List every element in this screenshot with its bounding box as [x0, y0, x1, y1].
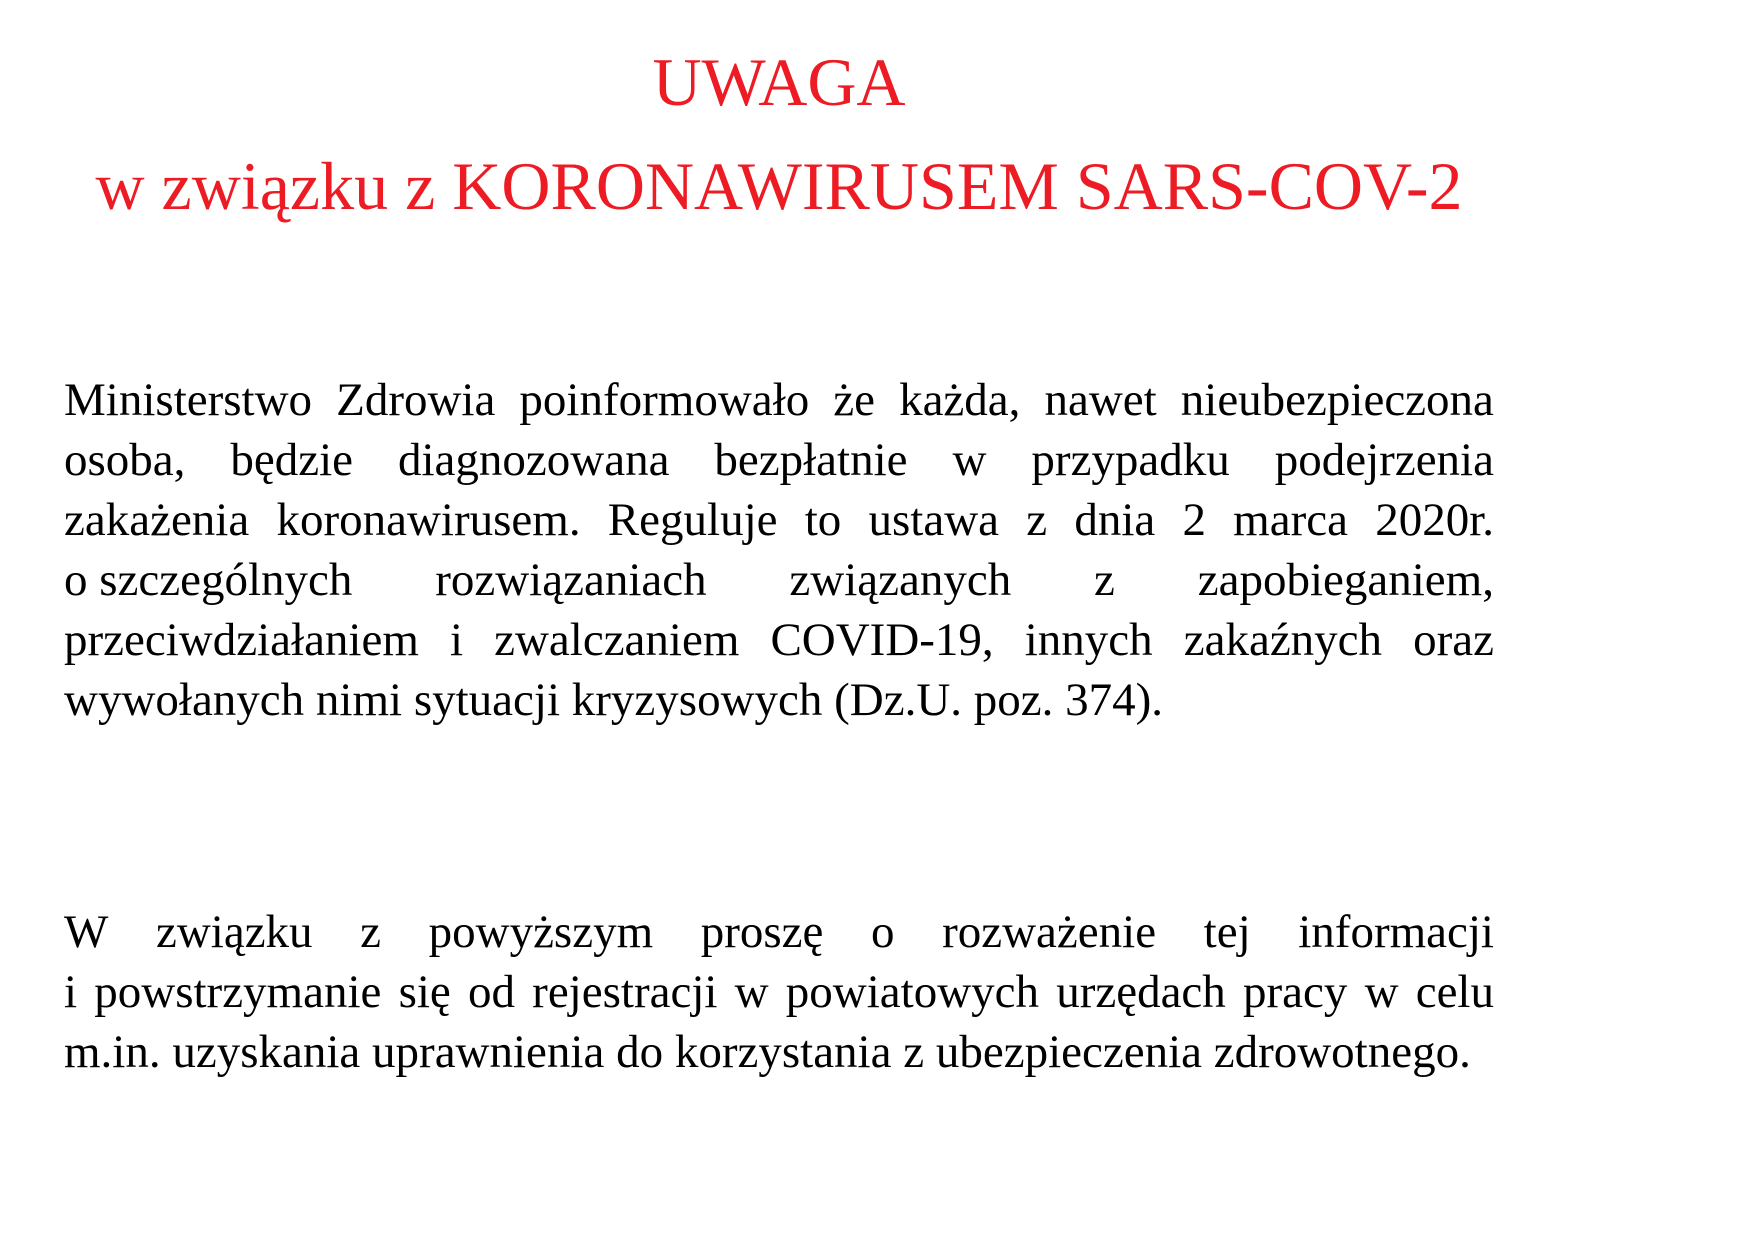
word: przypadku [1031, 434, 1230, 486]
word: Reguluje [607, 494, 778, 546]
word: związku [155, 906, 313, 958]
word: będzie [230, 434, 354, 486]
paragraph-line [64, 610, 1494, 670]
paragraph-last-line: m.in. uzyskania uprawnienia do korzystania z ubezpieczenia zdrowotnego. [64, 1026, 1471, 1078]
paragraph-last-line: wywołanych nimi sytuacji kryzysowych (Dz.U. poz. 374). [64, 674, 1164, 726]
word: z [1026, 494, 1048, 546]
paragraph-line [64, 490, 1494, 550]
paragraph-line [64, 370, 1494, 430]
paragraph-line [64, 430, 1494, 490]
word: koronawirusem. [276, 494, 581, 546]
word: rejestracji [532, 966, 718, 1018]
word: marca [1233, 494, 1348, 546]
notice-paragraph-1 [64, 370, 1494, 730]
word: 2020r. [1375, 494, 1494, 546]
word: celu [1415, 966, 1494, 1018]
word: innych [1024, 614, 1153, 666]
word: W [64, 906, 109, 958]
paragraph-line [64, 550, 1494, 610]
word: tej [1203, 906, 1251, 958]
word: bezpłatnie [714, 434, 908, 486]
word: pracy [1243, 966, 1348, 1018]
notice-heading-line-2: w związku z KORONAWIRUSEM SARS-COV-2 [95, 148, 1463, 224]
word: nawet [1044, 374, 1157, 426]
word: powiatowych [785, 966, 1040, 1018]
word: oraz [1413, 614, 1494, 666]
notice-paragraph-2 [64, 902, 1494, 1082]
word: w [734, 966, 769, 1018]
word: rozwiązaniach [435, 554, 707, 606]
word: osoba, [64, 434, 186, 486]
word: zwalczaniem [494, 614, 740, 666]
notice-heading-line-1: UWAGA [652, 44, 906, 120]
word: ustawa [868, 494, 999, 546]
word: Ministerstwo [64, 374, 313, 426]
word: od [467, 966, 515, 1018]
paragraph-line [64, 962, 1494, 1022]
word: o [871, 906, 895, 958]
word: informacji [1298, 906, 1494, 958]
word: z [360, 906, 382, 958]
word: COVID-19, [770, 614, 994, 666]
word: każda, [899, 374, 1021, 426]
word: zapobieganiem, [1197, 554, 1494, 606]
word: powyższym [428, 906, 654, 958]
word: powstrzymanie [94, 966, 382, 1018]
word: diagnozowana [397, 434, 670, 486]
word: rozważenie [942, 906, 1157, 958]
word: poinformowało [519, 374, 810, 426]
word: przeciwdziałaniem [64, 614, 419, 666]
word: z [1094, 554, 1115, 606]
word: o szczególnych [64, 554, 353, 606]
word: urzędach [1056, 966, 1226, 1018]
word: to [804, 494, 842, 546]
word: podejrzenia [1274, 434, 1494, 486]
paragraph-line [64, 902, 1494, 962]
word: że [833, 374, 875, 426]
word: zakaźnych [1183, 614, 1383, 666]
word: proszę [700, 906, 824, 958]
word: 2 [1182, 494, 1206, 546]
word: zakażenia [64, 494, 250, 546]
word: i [64, 966, 78, 1018]
word: nieubezpieczona [1180, 374, 1494, 426]
word: w [1364, 966, 1399, 1018]
word: związanych [789, 554, 1012, 606]
word: w [952, 434, 987, 486]
word: i [449, 614, 464, 666]
word: się [398, 966, 451, 1018]
notice-heading [64, 30, 1494, 238]
word: dnia [1074, 494, 1156, 546]
word: Zdrowia [336, 374, 496, 426]
